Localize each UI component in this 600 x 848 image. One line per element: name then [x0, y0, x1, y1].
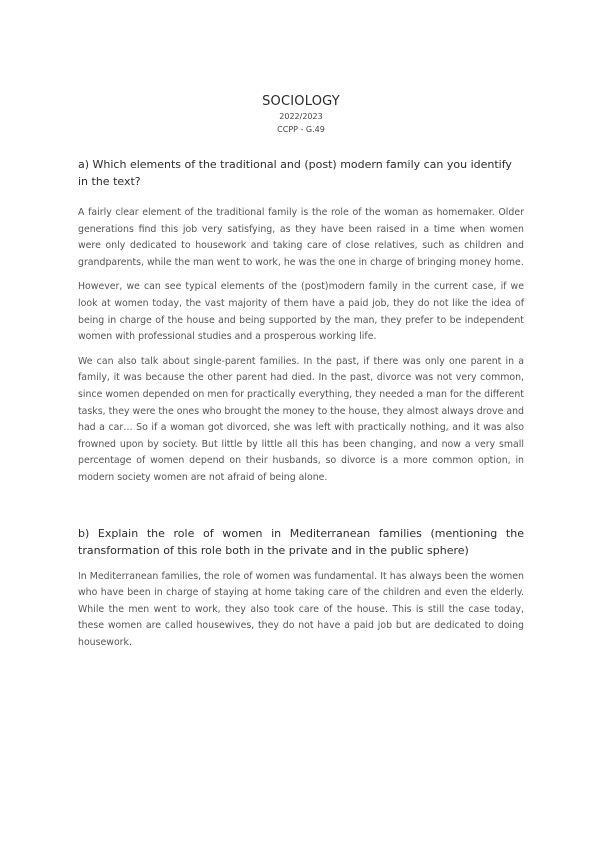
answer-a-paragraph-2: However, we can see typical elements of the (post)modern family in the current case, if we look at women today, the vast majority of them have a paid job, they do not like the idea of being in charge of the house and being supported by the man, they prefer to be independent women with professional studies and a prosperous working life. — [78, 281, 524, 343]
document-header — [78, 93, 524, 136]
academic-year: 2022/2023 — [279, 112, 323, 121]
question-a: a) Which elements of the traditional and (post) modern family can you identify in the text? — [78, 158, 512, 188]
section-b — [78, 525, 524, 652]
answer-a-paragraph-3: We can also talk about single-parent families. In the past, if there was only one parent in a family, it was because the other parent had died. In the past, divorce was not very common, since women depended on men for practically everything, they needed a man for the different tasks, they were the ones who brought the money to the house, they almost always drove and had a car… So if a woman got divorced, she was left with practically nothing, and it was also frowned upon by society. But little by little all this has been changing, and now a very small percentage of women depend on their husbands, so divorce is a more common option, in modern society women are not afraid of being alone. — [78, 355, 524, 483]
document-title: SOCIOLOGY — [262, 94, 340, 109]
answer-b-paragraph-1: In Mediterranean families, the role of women was fundamental. It has always been the women who have been in charge of staying at home taking care of the children and even the elderly. While the men went to work, they also took care of the house. This is still the case today, these women are called housewives, they do not have a paid job but are dedicated to doing housework. — [78, 570, 524, 648]
question-b: b) Explain the role of women in Mediterranean families (mentioning the transformation of this role both in the private and in the public sphere) — [78, 526, 524, 557]
course-group: CCPP - G.49 — [277, 125, 325, 134]
answer-a-paragraph-1: A fairly clear element of the traditional family is the role of the woman as homemaker. Older generations find this job very satisfying, as they have been raised in a time when women were only dedicated to housework and taking care of close relatives, such as children and grandparents, while the man went to work, he was the one in charge of bringing money home. — [78, 207, 524, 268]
section-a — [78, 156, 524, 487]
